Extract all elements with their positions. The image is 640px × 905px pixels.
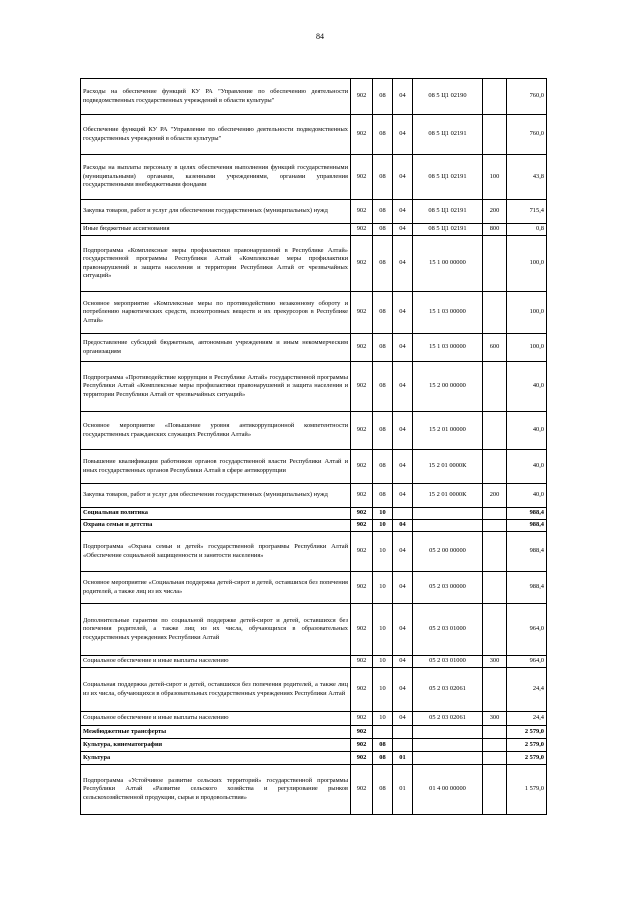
row-name: Расходы на выплаты персоналу в целях обеспечения выполнения функций государственными (муниципальными) органами, казенными учреждениями, органами управления государственными внебюджетными фондами	[81, 155, 351, 200]
row-ved-code: 902	[351, 520, 373, 532]
row-name: Основное мероприятие «Комплексные меры по противодействию незаконному обороту и потреблению наркотических средств, психотропных веществ и их прекурсоров в Республике Алтай»	[81, 292, 351, 334]
row-expense-type	[483, 292, 507, 334]
budget-table	[80, 78, 547, 815]
row-name: Социальное обеспечение и иные выплаты населению	[81, 656, 351, 668]
table-row	[81, 656, 547, 668]
row-name: Охрана семьи и детства	[81, 520, 351, 532]
row-subsection-code: 04	[393, 656, 413, 668]
row-subsection-code	[393, 508, 413, 520]
row-target-article	[413, 508, 483, 520]
row-subsection-code: 04	[393, 292, 413, 334]
row-expense-type	[483, 412, 507, 450]
row-subsection-code: 04	[393, 604, 413, 656]
row-ved-code: 902	[351, 752, 373, 765]
row-ved-code: 902	[351, 484, 373, 508]
row-expense-type: 200	[483, 484, 507, 508]
row-name: Расходы на обеспечение функций КУ РА "Управление по обеспечению деятельности подведомственных государственных учреждений в области культуры"	[81, 79, 351, 115]
row-name: Подпрограмма «Устойчивое развитие сельских территорий» государственной программы Республики Алтай «Развитие сельского хозяйства и регулирование рынков сельскохозяйственной продукции, сырья и продовольствия»	[81, 765, 351, 815]
table-row	[81, 236, 547, 292]
row-section-code: 10	[373, 532, 393, 572]
row-amount: 40,0	[507, 412, 547, 450]
row-target-article: 05 2 03 02061	[413, 712, 483, 726]
row-target-article: 05 2 03 01000	[413, 656, 483, 668]
row-subsection-code: 04	[393, 155, 413, 200]
row-expense-type	[483, 115, 507, 155]
row-target-article: 05 2 03 01000	[413, 604, 483, 656]
row-section-code: 08	[373, 484, 393, 508]
row-name: Повышение квалификации работников органов государственной власти Республики Алтай и иных государственных органов Республики Алтай в сфере антикоррупции	[81, 450, 351, 484]
row-target-article: 01 4 00 00000	[413, 765, 483, 815]
row-target-article	[413, 520, 483, 532]
row-section-code: 08	[373, 292, 393, 334]
row-subsection-code: 04	[393, 412, 413, 450]
row-section-code: 08	[373, 450, 393, 484]
row-subsection-code: 04	[393, 572, 413, 604]
row-ved-code: 902	[351, 155, 373, 200]
row-section-code: 08	[373, 752, 393, 765]
row-ved-code: 902	[351, 668, 373, 712]
row-section-code	[373, 726, 393, 739]
row-amount: 24,4	[507, 668, 547, 712]
row-ved-code: 902	[351, 334, 373, 362]
row-target-article: 08 5 Ц1 02191	[413, 224, 483, 236]
row-section-code: 08	[373, 334, 393, 362]
row-ved-code: 902	[351, 726, 373, 739]
row-section-code: 08	[373, 739, 393, 752]
row-expense-type	[483, 508, 507, 520]
row-expense-type: 300	[483, 712, 507, 726]
row-amount: 0,8	[507, 224, 547, 236]
row-amount: 40,0	[507, 450, 547, 484]
row-amount: 24,4	[507, 712, 547, 726]
row-ved-code: 902	[351, 765, 373, 815]
table-row	[81, 712, 547, 726]
table-row	[81, 739, 547, 752]
row-target-article	[413, 726, 483, 739]
row-target-article: 15 2 01 0000К	[413, 484, 483, 508]
row-amount: 988,4	[507, 520, 547, 532]
row-expense-type	[483, 520, 507, 532]
row-subsection-code: 04	[393, 520, 413, 532]
row-expense-type	[483, 532, 507, 572]
row-section-code: 10	[373, 712, 393, 726]
table-row	[81, 362, 547, 412]
row-amount: 2 579,0	[507, 752, 547, 765]
row-section-code: 10	[373, 668, 393, 712]
row-ved-code: 902	[351, 362, 373, 412]
row-expense-type	[483, 668, 507, 712]
table-row	[81, 155, 547, 200]
row-amount: 2 579,0	[507, 739, 547, 752]
row-target-article: 08 5 Ц1 02191	[413, 155, 483, 200]
row-expense-type: 800	[483, 224, 507, 236]
row-section-code: 10	[373, 572, 393, 604]
table-row	[81, 572, 547, 604]
row-subsection-code: 04	[393, 115, 413, 155]
row-expense-type: 200	[483, 200, 507, 224]
row-expense-type	[483, 739, 507, 752]
row-expense-type: 600	[483, 334, 507, 362]
row-subsection-code	[393, 726, 413, 739]
row-subsection-code: 04	[393, 532, 413, 572]
row-section-code: 08	[373, 765, 393, 815]
row-ved-code: 902	[351, 224, 373, 236]
row-amount: 43,8	[507, 155, 547, 200]
table-row	[81, 200, 547, 224]
row-amount: 40,0	[507, 362, 547, 412]
table-row	[81, 604, 547, 656]
row-section-code: 08	[373, 79, 393, 115]
row-amount: 988,4	[507, 508, 547, 520]
table-row	[81, 752, 547, 765]
row-name: Основное мероприятие «Повышение уровня антикоррупционной компетентности государственных гражданских служащих Республики Алтай»	[81, 412, 351, 450]
row-amount: 988,4	[507, 532, 547, 572]
row-section-code: 10	[373, 604, 393, 656]
row-subsection-code: 01	[393, 752, 413, 765]
row-target-article: 15 2 01 00000	[413, 412, 483, 450]
row-subsection-code: 04	[393, 712, 413, 726]
row-name: Межбюджетные трансферты	[81, 726, 351, 739]
table-row	[81, 484, 547, 508]
row-name: Подпрограмма «Комплексные меры профилактики правонарушений в Республике Алтай» государственной программы Республики Алтай «Комплексные меры профилактики правонарушений и защита населения и территории Республики Алтай от чрезвычайных ситуаций»	[81, 236, 351, 292]
row-amount: 964,0	[507, 604, 547, 656]
row-target-article: 15 1 03 00000	[413, 334, 483, 362]
row-target-article: 05 2 00 00000	[413, 532, 483, 572]
row-name: Культура, кинематография	[81, 739, 351, 752]
row-section-code: 08	[373, 236, 393, 292]
row-target-article: 05 2 03 02061	[413, 668, 483, 712]
row-section-code: 10	[373, 508, 393, 520]
row-subsection-code: 04	[393, 484, 413, 508]
row-ved-code: 902	[351, 656, 373, 668]
row-section-code: 08	[373, 362, 393, 412]
row-section-code: 08	[373, 412, 393, 450]
row-expense-type	[483, 765, 507, 815]
row-subsection-code: 04	[393, 200, 413, 224]
row-target-article: 15 2 01 0000К	[413, 450, 483, 484]
row-ved-code: 902	[351, 115, 373, 155]
row-subsection-code: 04	[393, 334, 413, 362]
row-ved-code: 902	[351, 532, 373, 572]
row-target-article: 15 1 00 00000	[413, 236, 483, 292]
row-target-article	[413, 739, 483, 752]
row-ved-code: 902	[351, 412, 373, 450]
row-subsection-code: 04	[393, 224, 413, 236]
page-number: 84	[316, 32, 324, 41]
row-ved-code: 902	[351, 739, 373, 752]
row-section-code: 08	[373, 224, 393, 236]
row-target-article: 05 2 03 00000	[413, 572, 483, 604]
row-amount: 100,0	[507, 292, 547, 334]
row-subsection-code: 04	[393, 79, 413, 115]
row-amount: 2 579,0	[507, 726, 547, 739]
row-target-article: 08 5 Ц1 02191	[413, 115, 483, 155]
row-ved-code: 902	[351, 450, 373, 484]
row-subsection-code: 04	[393, 236, 413, 292]
table-row	[81, 532, 547, 572]
row-section-code: 08	[373, 115, 393, 155]
row-name: Закупка товаров, работ и услуг для обеспечения государственных (муниципальных) нужд	[81, 200, 351, 224]
table-row	[81, 668, 547, 712]
row-expense-type	[483, 752, 507, 765]
row-name: Закупка товаров, работ и услуг для обеспечения государственных (муниципальных) нужд	[81, 484, 351, 508]
row-subsection-code: 04	[393, 362, 413, 412]
row-ved-code: 902	[351, 79, 373, 115]
row-name: Подпрограмма «Противодействие коррупции в Республике Алтай» государственной программы Республики Алтай «Комплексные меры профилактики правонарушений и защита населения и территории Республики Алтай от чрезвычайных ситуаций»	[81, 362, 351, 412]
row-target-article: 08 5 Ц1 02190	[413, 79, 483, 115]
row-expense-type	[483, 79, 507, 115]
row-expense-type	[483, 236, 507, 292]
row-ved-code: 902	[351, 572, 373, 604]
row-amount: 715,4	[507, 200, 547, 224]
row-subsection-code: 01	[393, 765, 413, 815]
row-subsection-code	[393, 739, 413, 752]
row-ved-code: 902	[351, 712, 373, 726]
row-amount: 100,0	[507, 334, 547, 362]
row-ved-code: 902	[351, 236, 373, 292]
row-target-article	[413, 752, 483, 765]
row-ved-code: 902	[351, 604, 373, 656]
row-amount: 760,0	[507, 79, 547, 115]
row-ved-code: 902	[351, 292, 373, 334]
row-section-code: 10	[373, 656, 393, 668]
row-expense-type	[483, 362, 507, 412]
row-amount: 988,4	[507, 572, 547, 604]
row-amount: 964,0	[507, 656, 547, 668]
row-expense-type: 100	[483, 155, 507, 200]
row-target-article: 15 1 03 00000	[413, 292, 483, 334]
table-row	[81, 412, 547, 450]
row-name: Подпрограмма «Охрана семьи и детей» государственной программы Республики Алтай «Обеспечение социальной защищенности и занятости населения»	[81, 532, 351, 572]
row-expense-type: 300	[483, 656, 507, 668]
row-name: Социальное обеспечение и иные выплаты населению	[81, 712, 351, 726]
row-ved-code: 902	[351, 508, 373, 520]
table-row	[81, 292, 547, 334]
row-name: Обеспечение функций КУ РА "Управление по обеспечению деятельности подведомственных государственных учреждений в области культуры"	[81, 115, 351, 155]
row-name: Основное мероприятие «Социальная поддержка детей-сирот и детей, оставшихся без попечения родителей, а также лиц из их числа»	[81, 572, 351, 604]
table-row	[81, 520, 547, 532]
table-row	[81, 224, 547, 236]
table-row	[81, 450, 547, 484]
row-section-code: 08	[373, 200, 393, 224]
row-target-article: 08 5 Ц1 02191	[413, 200, 483, 224]
row-amount: 760,0	[507, 115, 547, 155]
row-expense-type	[483, 604, 507, 656]
row-amount: 40,0	[507, 484, 547, 508]
row-expense-type	[483, 572, 507, 604]
row-ved-code: 902	[351, 200, 373, 224]
table-row	[81, 726, 547, 739]
row-section-code: 08	[373, 155, 393, 200]
table-row	[81, 765, 547, 815]
row-target-article: 15 2 00 00000	[413, 362, 483, 412]
row-name: Иные бюджетные ассигнования	[81, 224, 351, 236]
table-row	[81, 115, 547, 155]
row-amount: 1 579,0	[507, 765, 547, 815]
row-expense-type	[483, 450, 507, 484]
table-row	[81, 79, 547, 115]
row-section-code: 10	[373, 520, 393, 532]
row-amount: 100,0	[507, 236, 547, 292]
row-subsection-code: 04	[393, 450, 413, 484]
row-name: Социальная политика	[81, 508, 351, 520]
row-name: Культура	[81, 752, 351, 765]
row-name: Социальная поддержка детей-сирот и детей, оставшихся без попечения родителей, а также лиц из их числа, обучающихся в образовательных государственных учреждениях Республики Алтай	[81, 668, 351, 712]
row-name: Предоставление субсидий бюджетным, автономным учреждениям и иным некоммерческим организациям	[81, 334, 351, 362]
table-row	[81, 334, 547, 362]
table-row	[81, 508, 547, 520]
row-name: Дополнительные гарантии по социальной поддержке детей-сирот и детей, оставшихся без попечения родителей, а также лиц из их числа, обучающихся в образовательных государственных учреждениях Республики Алтай	[81, 604, 351, 656]
row-subsection-code: 04	[393, 668, 413, 712]
row-expense-type	[483, 726, 507, 739]
